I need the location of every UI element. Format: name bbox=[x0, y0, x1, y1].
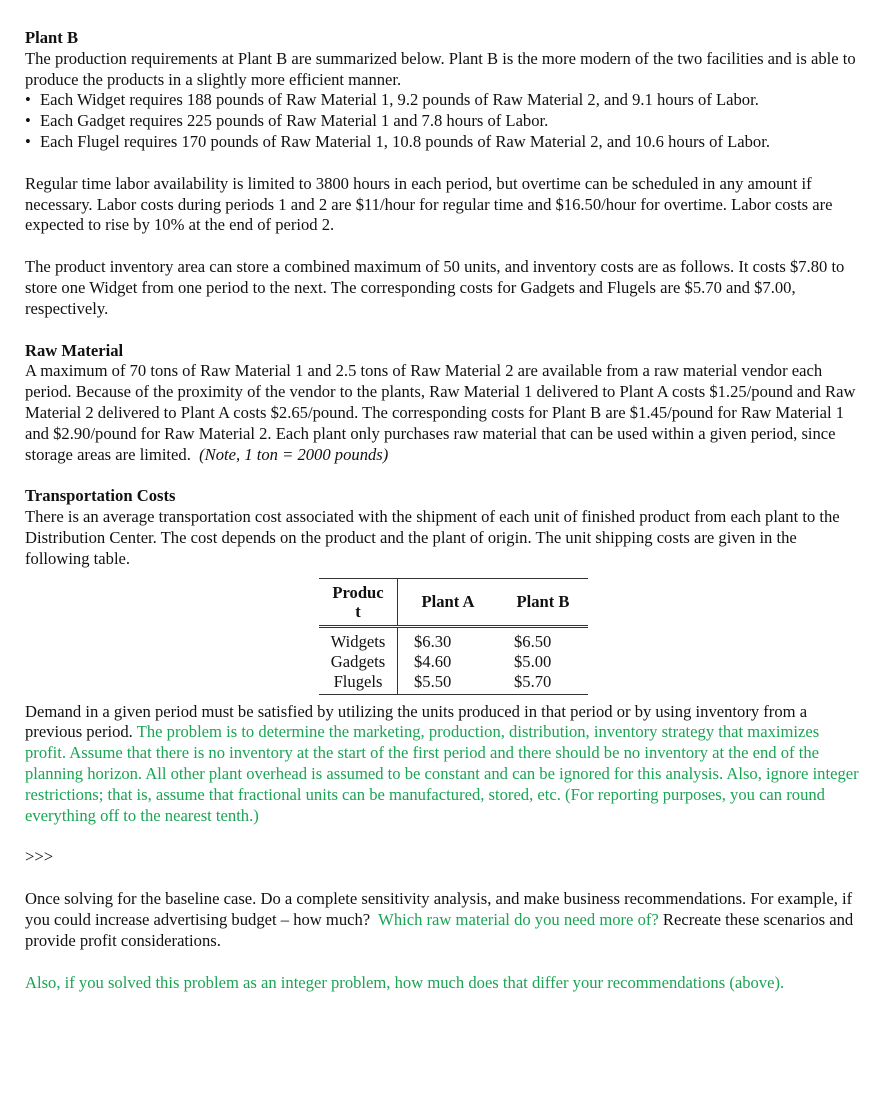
demand-text: Demand in a given period must be satisfied by utilizing the units produced in that period or by using inventory from a previous period. bbox=[25, 701, 808, 742]
cell-plant-b: $5.00 bbox=[514, 651, 552, 671]
plant-b-requirements-list bbox=[25, 90, 860, 152]
cell-plant-b: $5.70 bbox=[514, 671, 552, 691]
gadget-requirement: Each Gadget requires 225 pounds of Raw Material 1 and 7.8 hours of Labor. bbox=[40, 111, 549, 131]
raw-material-paragraph bbox=[25, 361, 860, 465]
cell-product: Gadgets bbox=[319, 652, 398, 672]
cell-product: Widgets bbox=[319, 626, 398, 652]
table-row bbox=[319, 652, 588, 672]
raw-material-heading: Raw Material bbox=[25, 340, 124, 360]
labor-paragraph: Regular time labor availability is limited to 3800 hours in each period, but overtime can be scheduled in any amount if necessary. Labor costs during periods 1 and 2 are $11/hour for regular time and $16.50/hour for overtime. Labor costs are expected to rise by 10% at the end of period 2. bbox=[25, 173, 833, 235]
scenarios-text: Recreate these scenarios and provide profit considerations. bbox=[25, 909, 854, 950]
shipping-table-container bbox=[25, 578, 860, 702]
bullet-icon: • bbox=[25, 131, 31, 151]
ton-conversion-note: (Note, 1 ton = 2000 pounds) bbox=[199, 444, 389, 464]
demand-paragraph bbox=[25, 702, 860, 827]
sensitivity-paragraph bbox=[25, 889, 860, 951]
flugel-requirement: Each Flugel requires 170 pounds of Raw Material 1, 10.8 pounds of Raw Material 2, and 10.6 hours of Labor. bbox=[40, 131, 770, 151]
cell-plant-b: $6.50 bbox=[514, 631, 552, 651]
problem-statement-highlight: The problem is to determine the marketing, production, distribution, inventory strategy that maximizes profit. Assume that there is no inventory at the start of the first period and there should be no inventory at the end of the planning horizon. All other plant overhead is assumed to be constant and can be ignored for this analysis. Also, ignore integer restrictions; that is, assume that fractional units can be manufactured, stored, etc. (For reporting purposes, you can round everything off to the nearest tenth.) bbox=[25, 722, 859, 825]
bullet-icon: • bbox=[25, 111, 31, 131]
sensitivity-text: Once solving for the baseline case. Do a complete sensitivity analysis, and make business recommendations. For example, if you could increase advertising budget – how much? bbox=[25, 889, 853, 929]
table-row bbox=[319, 626, 588, 652]
list-item bbox=[25, 111, 860, 132]
bullet-icon: • bbox=[25, 90, 31, 110]
raw-material-question-highlight: Which raw material do you need more of? bbox=[378, 909, 659, 929]
document-page bbox=[25, 28, 860, 993]
cell-product: Flugels bbox=[319, 672, 398, 695]
transportation-paragraph: There is an average transportation cost associated with the shipment of each unit of finished product from each plant to the Distribution Center. The cost depends on the product and the plant of origin. The unit shipping costs are given in the following table. bbox=[25, 507, 840, 568]
widget-requirement: Each Widget requires 188 pounds of Raw Material 1, 9.2 pounds of Raw Material 2, and 9.1 hours of Labor. bbox=[40, 90, 759, 110]
plant-b-heading: Plant B bbox=[25, 28, 79, 47]
section-marker: >>> bbox=[25, 847, 54, 867]
cell-plant-a: $4.60 bbox=[414, 651, 452, 671]
header-plant-a: Plant A bbox=[421, 591, 475, 611]
table-header-row bbox=[319, 578, 588, 626]
cell-plant-a: $5.50 bbox=[414, 671, 452, 691]
list-item bbox=[25, 132, 860, 153]
header-plant-b: Plant B bbox=[516, 591, 570, 611]
transportation-heading: Transportation Costs bbox=[25, 486, 176, 506]
table-row bbox=[319, 672, 588, 695]
shipping-cost-table bbox=[319, 578, 588, 695]
raw-material-text: A maximum of 70 tons of Raw Material 1 and 2.5 tons of Raw Material 2 are available from a raw material vendor each period. Because of the proximity of the vendor to the plants, Raw Material 1 delivered to Plant A costs $1.25/pound and Raw Material 2 delivered to Plant A costs $2.65/pound. The corresponding costs for Plant B are $1.45/pound for Raw Material 1 and $2.90/pound for Raw Material 2. Each plant only purchases raw material that can be used within a given period, since storage areas are limited. bbox=[25, 361, 856, 464]
cell-plant-a: $6.30 bbox=[414, 631, 452, 651]
integer-paragraph: Also, if you solved this problem as an integer problem, how much does that differ your recommendations (above). bbox=[25, 972, 785, 992]
list-item bbox=[25, 90, 860, 111]
header-product: Produc t bbox=[319, 578, 398, 626]
inventory-paragraph: The product inventory area can store a combined maximum of 50 units, and inventory costs are as follows. It costs $7.80 to store one Widget from one period to the next. The corresponding costs for Gadgets and Flugels are $5.70 and $7.00, respectively. bbox=[25, 257, 845, 318]
plant-b-intro: The production requirements at Plant B are summarized below. Plant B is the more modern of the two facilities and is able to produce the products in a slightly more efficient manner. bbox=[25, 48, 856, 89]
